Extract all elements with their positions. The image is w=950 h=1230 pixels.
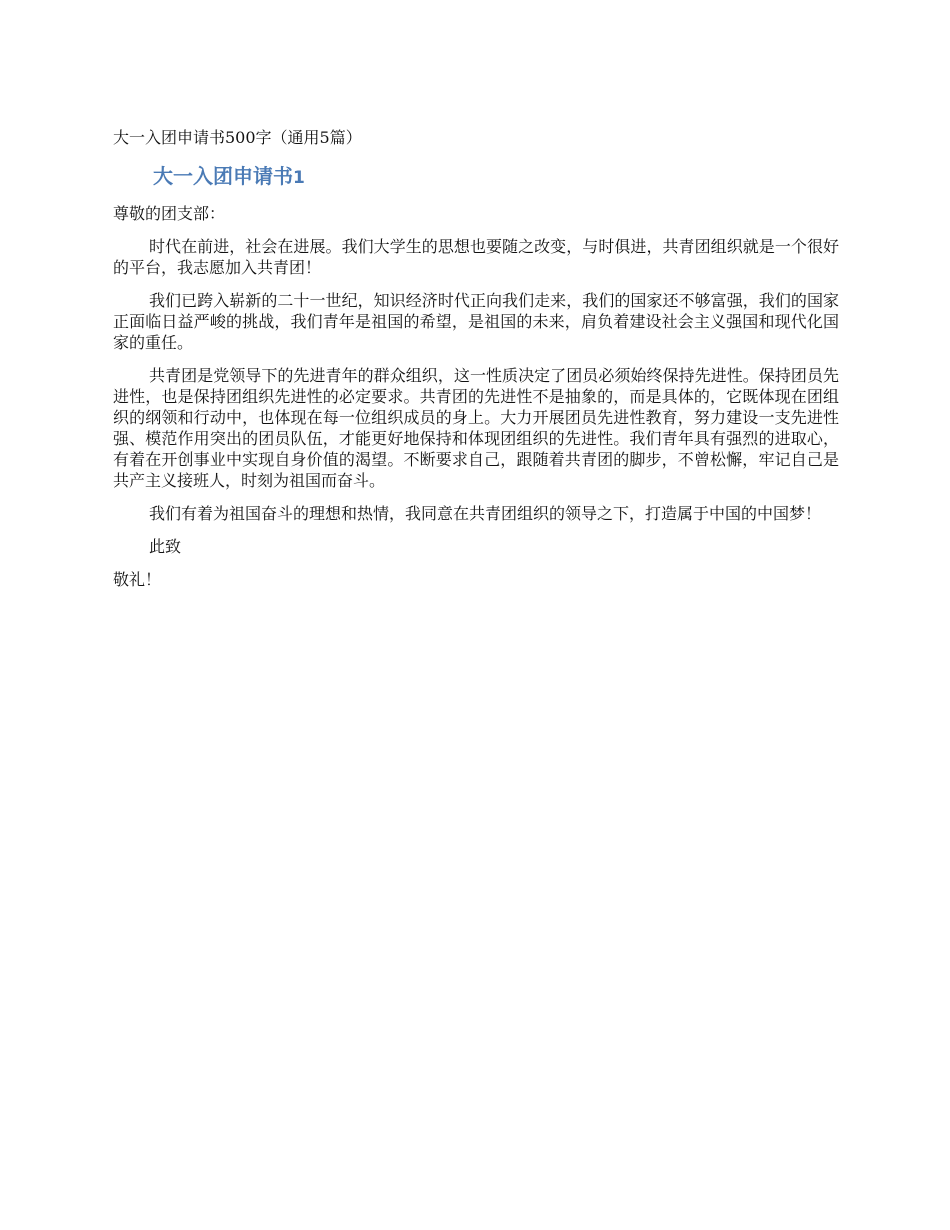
section-heading bbox=[153, 163, 839, 189]
body-paragraph-2: 我们已跨入崭新的二十一世纪，知识经济时代正向我们走来，我们的国家还不够富强，我们的国家正面临日益严峻的挑战，我们青年是祖国的希望，是祖国的未来，肩负着建设社会主义强国和现代化国家的重任。 bbox=[113, 291, 839, 352]
body-paragraph-3: 共青团是党领导下的先进青年的群众组织，这一性质决定了团员必须始终保持先进性。保持团员先进性，也是保持团组织先进性的必定要求。共青团的先进性不是抽象的，而是具体的，它既体现在团组织的纲领和行动中，也体现在每一位组织成员的身上。大力开展团员先进性教育，努力建设一支先进性强、模范作用突出的团员队伍，才能更好地保持和体现团组织的先进性。我们青年具有强烈的进取心，有着在开创事业中实现自身价值的渴望。不断要求自己，跟随着共青团的脚步，不曾松懈，牢记自己是共产主义接班人，时刻为祖国而奋斗。 bbox=[113, 366, 839, 490]
closing-phrase: 此致 bbox=[149, 537, 182, 556]
salutation: 尊敬的团支部： bbox=[113, 204, 226, 223]
section-heading-number: 1 bbox=[293, 168, 305, 188]
document-title: 大一入团申请书500字（通用5篇） bbox=[113, 128, 362, 147]
section-heading-text: 大一入团申请书 bbox=[153, 164, 293, 188]
regards-phrase: 敬礼！ bbox=[113, 570, 162, 589]
body-paragraph-4: 我们有着为祖国奋斗的理想和热情，我同意在共青团组织的领导之下，打造属于中国的中国梦！ bbox=[149, 504, 822, 523]
body-paragraph-1: 时代在前进，社会在进展。我们大学生的思想也要随之改变，与时俱进，共青团组织就是一个很好的平台，我志愿加入共青团！ bbox=[113, 237, 839, 277]
document-page bbox=[113, 124, 839, 590]
